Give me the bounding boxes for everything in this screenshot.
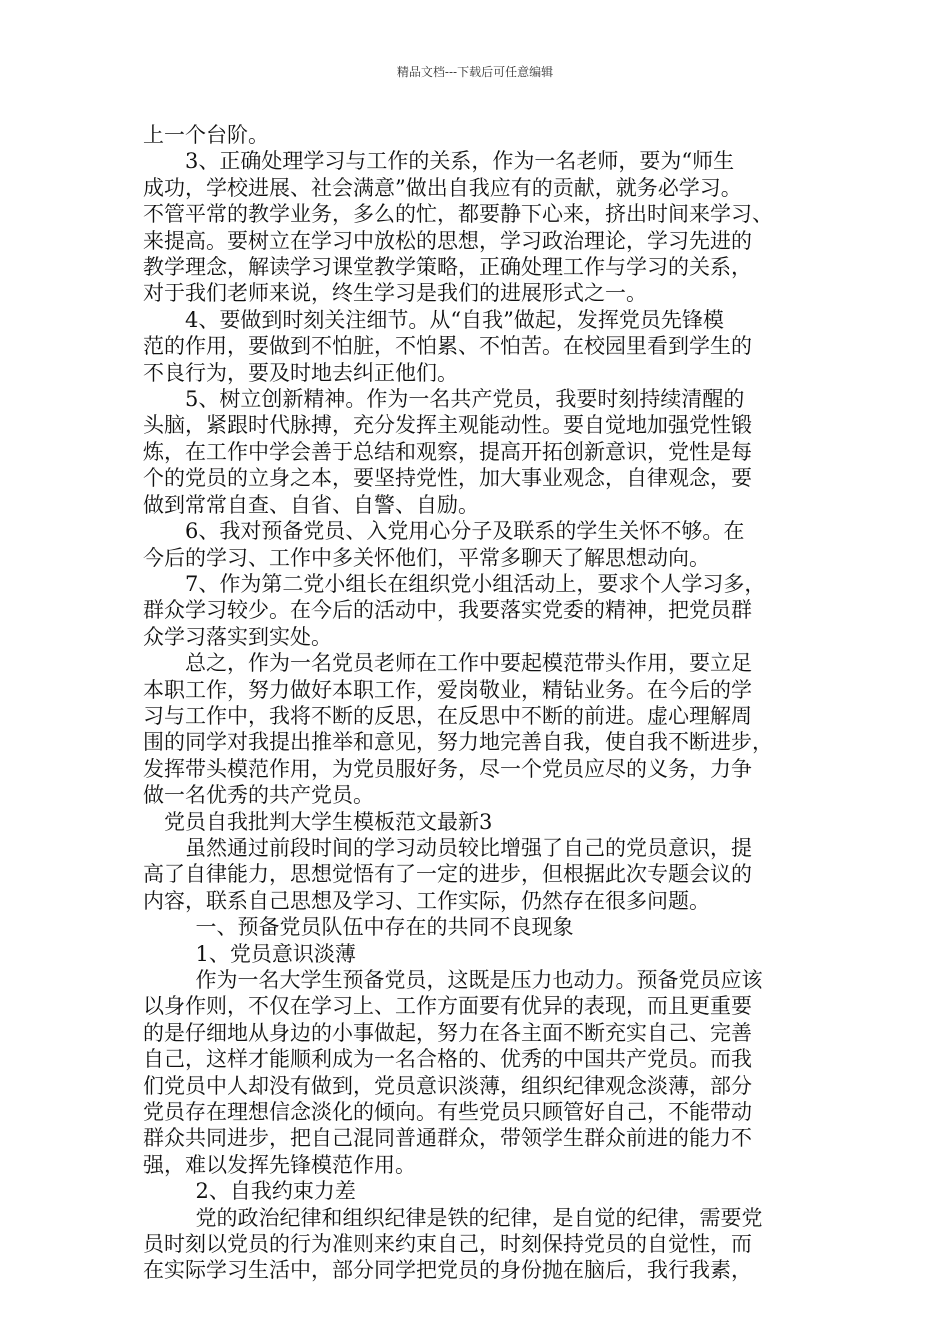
text-line: 做到常常自查、自省、自警、自励。 bbox=[143, 492, 479, 517]
text-line: 上一个台阶。 bbox=[143, 123, 269, 147]
text-line: 一、预备党员队伍中存在的共同不良现象 bbox=[195, 915, 574, 940]
paragraph bbox=[143, 941, 813, 967]
paragraph bbox=[143, 1178, 813, 1204]
text-line: 范的作用，要做到不怕脏，不怕累、不怕苦。在校园里看到学生的 bbox=[143, 334, 752, 359]
paragraph bbox=[143, 1205, 813, 1231]
text-line: 7、作为第二党小组长在组织党小组活动上，要求个人学习多， bbox=[185, 571, 766, 596]
text-line: 员时刻以党员的行为准则来约束自己，时刻保持党员的自觉性，而 bbox=[143, 1232, 752, 1257]
text-line: 高了自律能力，思想觉悟有了一定的进步，但根据此次专题会议的 bbox=[143, 862, 752, 887]
text-line: 作为一名大学生预备党员，这既是压力也动力。预备党员应该 bbox=[195, 968, 763, 992]
paragraph bbox=[143, 386, 813, 518]
text-line: 成功，学校进展、社会满意”做出自我应有的贡献，就务必学习。 bbox=[143, 175, 742, 200]
text-line: 今后的学习、工作中多关怀他们，平常多聊天了解思想动向。 bbox=[143, 545, 710, 570]
text-line: 对于我们老师来说，终生学习是我们的进展形式之一。 bbox=[143, 281, 647, 306]
text-line: 个的党员的立身之本，要坚持党性，加大事业观念，自律观念，要 bbox=[143, 466, 752, 491]
text-line: 的是仔细地从身边的小事做起，努力在各主面不断充实自己、完善 bbox=[143, 1020, 752, 1045]
text-line: 们党员中人却没有做到，党员意识淡薄，组织纪律观念淡薄，部分 bbox=[143, 1073, 752, 1098]
paragraph bbox=[143, 967, 813, 993]
text-line: 自己，这样才能顺利成为一名合格的、优秀的中国共产党员。而我 bbox=[143, 1047, 752, 1072]
text-line: 众学习落实到实处。 bbox=[143, 624, 332, 649]
text-line: 党员自我批判大学生模板范文最新3 bbox=[164, 809, 493, 834]
paragraph bbox=[143, 1231, 813, 1284]
paragraph bbox=[143, 650, 813, 808]
text-line: 4、要做到时刻关注细节。从“自我”做起，发挥党员先锋模 bbox=[185, 307, 724, 332]
text-line: 习与工作中，我将不断的反思，在反思中不断的前进。虚心理解周 bbox=[143, 703, 752, 728]
text-line: 在实际学习生活中，部分同学把党员的身份抛在脑后，我行我素， bbox=[143, 1258, 752, 1283]
paragraph bbox=[143, 122, 813, 148]
text-line: 炼，在工作中学会善于总结和观察，提高开拓创新意识，党性是每 bbox=[143, 439, 752, 464]
text-line: 6、我对预备党员、入党用心分子及联系的学生关怀不够。在 bbox=[185, 519, 745, 544]
text-line: 本职工作，努力做好本职工作，爱岗敬业，精钻业务。在今后的学 bbox=[143, 677, 752, 702]
text-line: 虽然通过前段时间的学习动员较比增强了自己的党员意识，提 bbox=[185, 835, 752, 860]
paragraph bbox=[143, 571, 813, 650]
text-line: 3、正确处理学习与工作的关系，作为一名老师，要为“师生 bbox=[185, 149, 735, 174]
paragraph bbox=[143, 307, 813, 386]
paragraph bbox=[143, 809, 813, 835]
text-line: 强，难以发挥先锋模范作用。 bbox=[143, 1152, 416, 1177]
text-line: 5、树立创新精神。作为一名共产党员，我要时刻持续清醒的 bbox=[185, 387, 745, 412]
text-line: 围的同学对我提出推举和意见，努力地完善自我，使自我不断进步， bbox=[143, 730, 773, 755]
paragraph bbox=[143, 835, 813, 914]
text-line: 1、党员意识淡薄 bbox=[195, 941, 356, 966]
text-line: 以身作则，不仅在学习上、工作方面要有优异的表现，而且更重要 bbox=[143, 994, 752, 1019]
text-line: 做一名优秀的共产党员。 bbox=[143, 783, 374, 808]
text-line: 教学理念，解读学习课堂教学策略，正确处理工作与学习的关系， bbox=[143, 255, 752, 280]
paragraph bbox=[143, 148, 813, 306]
text-line: 头脑，紧跟时代脉搏，充分发挥主观能动性。要自觉地加强党性锻 bbox=[143, 413, 752, 438]
text-line: 内容，联系自己思想及学习、工作实际，仍然存在很多问题。 bbox=[143, 888, 710, 913]
paragraph bbox=[143, 518, 813, 571]
text-line: 不良行为，要及时地去纠正他们。 bbox=[143, 360, 458, 385]
page-header: 精品文档---下载后可任意编辑 bbox=[396, 65, 554, 79]
text-line: 2、自我约束力差 bbox=[195, 1179, 356, 1204]
text-line: 党员存在理想信念淡化的倾向。有些党员只顾管好自己，不能带动 bbox=[143, 1100, 752, 1125]
text-line: 不管平常的教学业务，多么的忙，都要静下心来，挤出时间来学习、 bbox=[143, 202, 773, 227]
paragraph bbox=[143, 914, 813, 940]
paragraph bbox=[143, 993, 813, 1178]
text-line: 党的政治纪律和组织纪律是铁的纪律，是自觉的纪律，需要党 bbox=[195, 1205, 763, 1230]
text-line: 来提高。要树立在学习中放松的思想，学习政治理论，学习先进的 bbox=[143, 228, 752, 253]
text-line: 总之，作为一名党员老师在工作中要起模范带头作用，要立足 bbox=[185, 651, 752, 676]
document-body bbox=[143, 122, 813, 1284]
text-line: 群众学习较少。在今后的活动中，我要落实党委的精神，把党员群 bbox=[143, 598, 752, 623]
text-line: 群众共同进步，把自己混同普通群众，带领学生群众前进的能力不 bbox=[143, 1126, 752, 1151]
text-line: 发挥带头模范作用，为党员服好务，尽一个党员应尽的义务，力争 bbox=[143, 756, 752, 781]
